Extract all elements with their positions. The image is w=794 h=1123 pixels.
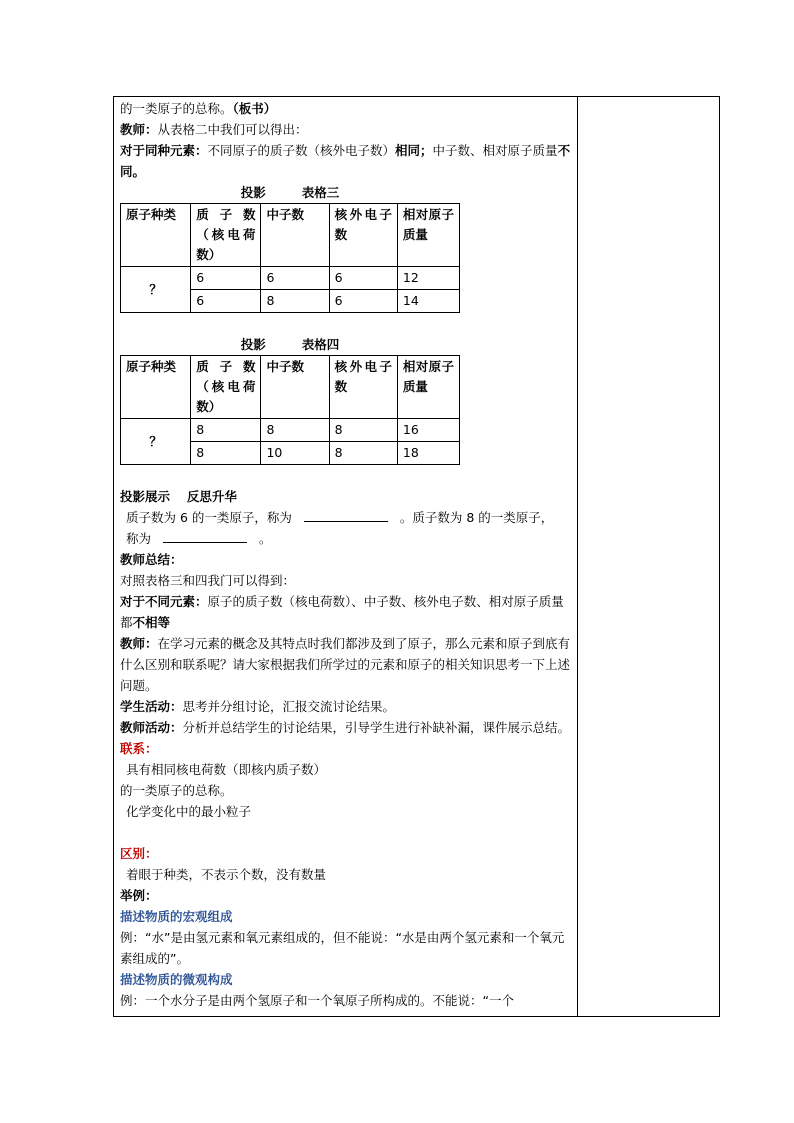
question-mark: ？ bbox=[121, 267, 191, 313]
table3-header: 质子数（核电荷数） bbox=[191, 204, 261, 267]
line-2: 教师：从表格二中我们可以得出： bbox=[120, 122, 308, 137]
table4-header-row bbox=[121, 356, 460, 419]
table4-header: 质子数（核电荷数） bbox=[191, 356, 261, 419]
relation-item: 具有相同核电荷数（即核内质子数） bbox=[126, 762, 327, 777]
lesson-content bbox=[120, 98, 573, 1011]
table3-caption: 投影 表格三 bbox=[240, 185, 340, 200]
summary-intro: 对照表格三和四我门可以得到： bbox=[120, 573, 296, 588]
table4-header: 原子种类 bbox=[121, 356, 191, 419]
answer-blank bbox=[304, 508, 388, 522]
table-cell: 6 bbox=[261, 267, 329, 290]
answer-blank bbox=[163, 529, 247, 543]
table-row bbox=[121, 267, 460, 290]
summary-diff: 对于不同元素：原子的质子数（核电荷数）、中子数、核外电子数、相对原子质量都不相等 bbox=[120, 594, 564, 630]
micro-text: 例：一个水分子是由两个氢原子和一个氧原子所构成的。不能说：“一个 bbox=[120, 993, 514, 1008]
table4 bbox=[120, 355, 460, 465]
relation-item: 的一类原子的总称。 bbox=[120, 783, 233, 798]
table-cell: 16 bbox=[397, 419, 459, 442]
question-mark: ？ bbox=[121, 419, 191, 465]
relation-item: 化学变化中的最小粒子 bbox=[126, 804, 252, 819]
line-3: 对于同种元素：不同原子的质子数（核外电子数）相同；中子数、相对原子质量不同。 bbox=[120, 143, 571, 179]
table4-caption: 投影 表格四 bbox=[240, 337, 340, 352]
teacher-activity: 教师活动：分析并总结学生的讨论结果，引导学生进行补缺补漏，课件展示总结。 bbox=[120, 720, 571, 735]
column-divider bbox=[577, 97, 578, 1016]
relation-title: 联系： bbox=[120, 741, 158, 756]
macro-title: 描述物质的宏观组成 bbox=[120, 909, 233, 924]
macro-text: 例：“水”是由氢元素和氧元素组成的，但不能说：“水是由两个氢元素和一个氧元素组成的”。 bbox=[120, 930, 565, 966]
table-cell: 8 bbox=[329, 419, 397, 442]
examples-title: 举例： bbox=[120, 888, 158, 903]
table4-header: 中子数 bbox=[261, 356, 329, 419]
difference-item: 着眼于种类，不表示个数，没有数量 bbox=[126, 867, 327, 882]
table-cell: 8 bbox=[191, 442, 261, 465]
table3-header: 中子数 bbox=[261, 204, 329, 267]
table3-header: 核外电子数 bbox=[329, 204, 397, 267]
table-cell: 8 bbox=[191, 419, 261, 442]
table-cell: 12 bbox=[397, 267, 459, 290]
reflect-question-1: 质子数为 6 的一类原子，称为 。质子数为 8 的一类原子， bbox=[126, 510, 554, 525]
table-cell: 8 bbox=[261, 419, 329, 442]
table4-header: 核外电子数 bbox=[329, 356, 397, 419]
table-cell: 8 bbox=[261, 290, 329, 313]
summary-label: 教师总结： bbox=[120, 552, 183, 567]
difference-title: 区别： bbox=[120, 846, 158, 861]
table3-header: 原子种类 bbox=[121, 204, 191, 267]
teacher-question: 教师：在学习元素的概念及其特点时我们都涉及到了原子，那么元素和原子到底有什么区别和联系呢？请大家根据我们所学过的元素和原子的相关知识思考一下上述问题。 bbox=[120, 636, 571, 693]
table-cell: 18 bbox=[397, 442, 459, 465]
table-row bbox=[121, 419, 460, 442]
table-cell: 14 bbox=[397, 290, 459, 313]
line-1: 的一类原子的总称。（板书） bbox=[120, 101, 277, 116]
micro-title: 描述物质的微观构成 bbox=[120, 972, 233, 987]
table-cell: 8 bbox=[329, 442, 397, 465]
student-activity: 学生活动：思考并分组讨论，汇报交流讨论结果。 bbox=[120, 699, 396, 714]
table4-header: 相对原子质量 bbox=[397, 356, 459, 419]
table3 bbox=[120, 203, 460, 313]
table-cell: 6 bbox=[191, 267, 261, 290]
table-cell: 6 bbox=[191, 290, 261, 313]
reflect-title: 投影展示 反思升华 bbox=[120, 489, 237, 504]
table-cell: 6 bbox=[329, 267, 397, 290]
table3-header: 相对原子质量 bbox=[397, 204, 459, 267]
table3-header-row bbox=[121, 204, 460, 267]
table-cell: 6 bbox=[329, 290, 397, 313]
table-cell: 10 bbox=[261, 442, 329, 465]
reflect-question-2: 称为 。 bbox=[126, 531, 272, 546]
